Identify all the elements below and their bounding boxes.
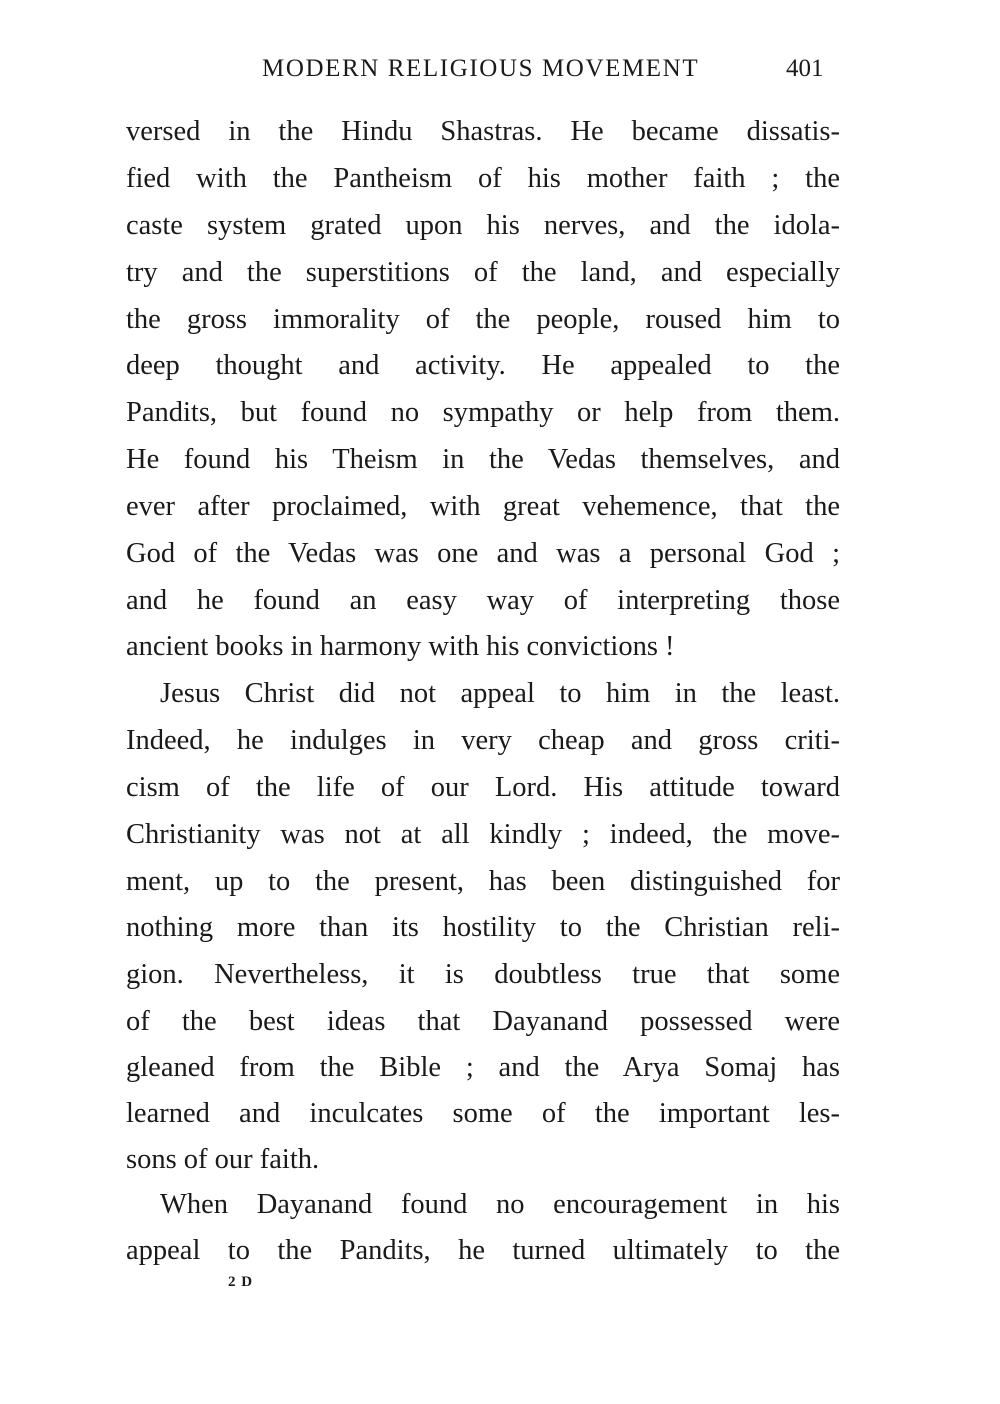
text-line: learned and inculcates some of the important les- xyxy=(126,1098,840,1129)
text-line: versed in the Hindu Shastras. He became dissatis- xyxy=(126,116,840,147)
text-line: Indeed, he indulges in very cheap and gross criti- xyxy=(126,725,840,756)
text-line: try and the superstitions of the land, and especially xyxy=(126,257,840,288)
text-line: caste system grated upon his nerves, and the idola- xyxy=(126,210,840,241)
text-line: appeal to the Pandits, he turned ultimately to the xyxy=(126,1235,840,1266)
text-line: and he found an easy way of interpreting those xyxy=(126,585,840,616)
text-line: He found his Theism in the Vedas themselves, and xyxy=(126,444,840,475)
page-number: 401 xyxy=(786,55,824,82)
text-line: ever after proclaimed, with great vehemence, that the xyxy=(126,491,840,522)
text-line: of the best ideas that Dayanand possessed were xyxy=(126,1006,840,1037)
text-line: gleaned from the Bible ; and the Arya Somaj has xyxy=(126,1052,840,1083)
text-line: nothing more than its hostility to the Christian reli- xyxy=(126,912,840,943)
text-line: Christianity was not at all kindly ; indeed, the move- xyxy=(126,819,840,850)
text-line: ancient books in harmony with his convictions ! xyxy=(126,631,675,662)
text-line: God of the Vedas was one and was a personal God ; xyxy=(126,538,840,569)
text-line: the gross immorality of the people, roused him to xyxy=(126,304,840,335)
text-line: Jesus Christ did not appeal to him in the least. xyxy=(160,678,840,709)
text-line: sons of our faith. xyxy=(126,1144,320,1175)
text-line: deep thought and activity. He appealed to the xyxy=(126,350,840,381)
text-line: When Dayanand found no encouragement in his xyxy=(160,1189,840,1220)
signature-mark: 2 D xyxy=(228,1274,254,1290)
text-line: ment, up to the present, has been distinguished for xyxy=(126,866,840,897)
running-head xyxy=(0,52,1000,86)
text-line: Pandits, but found no sympathy or help from them. xyxy=(126,397,840,428)
text-line: gion. Nevertheless, it is doubtless true that some xyxy=(126,959,840,990)
text-line: cism of the life of our Lord. His attitude toward xyxy=(126,772,840,803)
text-line: fied with the Pantheism of his mother faith ; the xyxy=(126,163,840,194)
running-title: MODERN RELIGIOUS MOVEMENT xyxy=(262,55,700,82)
